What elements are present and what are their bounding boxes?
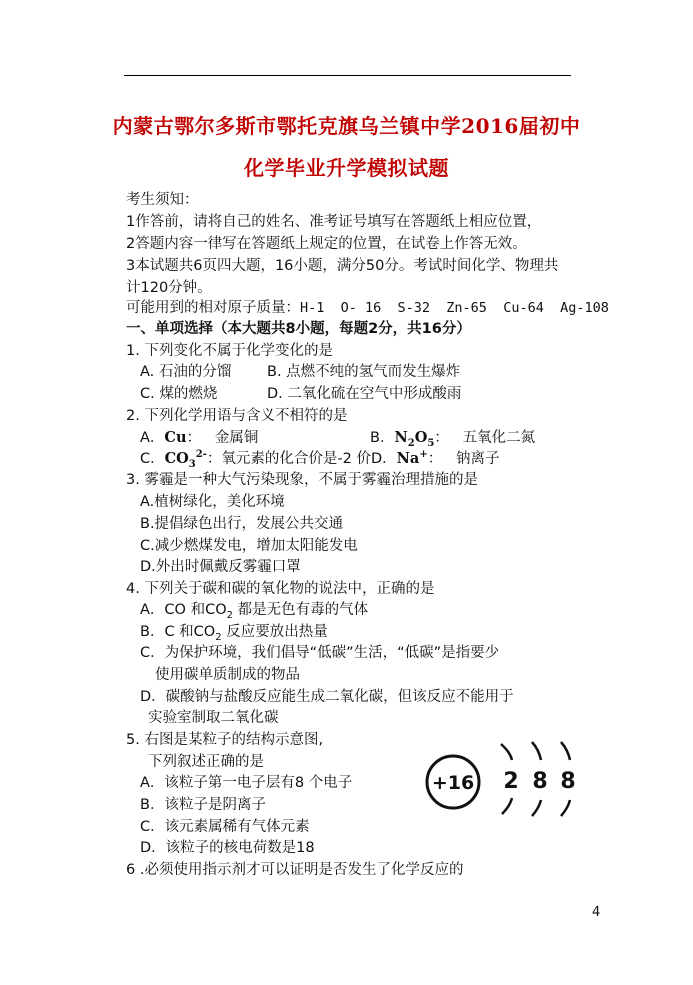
question-3-option-c: C.减少燃煤发电，增加太阳能发电	[140, 538, 358, 554]
formula-co3: CO	[164, 450, 189, 467]
shell-2-arc-bottom	[532, 800, 541, 816]
exam-title-line2: 化学毕业升学模拟试题	[244, 156, 449, 180]
option-d-label: D．	[371, 451, 397, 467]
superscript: 2-	[195, 449, 207, 461]
atomic-masses-values: H-1 O- 16 S-32 Zn-65 Cu-64 Ag-108	[300, 300, 609, 316]
subscript: 2	[407, 437, 415, 449]
option-a-post: 都是无色有毒的气体	[232, 602, 369, 618]
question-1-option-b: B. 点燃不纯的氢气而发生爆炸	[267, 364, 461, 380]
question-5-option-c: C．该元素属稀有气体元素	[140, 819, 310, 835]
formula-na: Na	[396, 450, 420, 467]
question-6-stem: 6 .必须使用指示剂才可以证明是否发生了化学反应的	[126, 862, 464, 878]
formula-n: N	[394, 429, 408, 446]
shell-3-electrons: 8	[560, 769, 576, 794]
question-1-option-a: A. 石油的分馏	[140, 364, 232, 380]
exam-title-line1: 内蒙古鄂尔多斯市鄂托克旗乌兰镇中学2016届初中	[112, 114, 581, 138]
question-3-option-b: B.提倡绿色出行，发展公共交通	[140, 516, 344, 532]
option-d-text: ： 钠离子	[427, 451, 500, 467]
shell-2-arc-top	[532, 742, 541, 760]
atomic-structure-diagram	[418, 738, 588, 818]
question-3-stem: 3. 雾霾是一种大气污染现象，不属于雾霾治理措施的是	[126, 472, 478, 488]
header-rule	[124, 75, 571, 76]
subscript: 2	[226, 609, 233, 621]
notice-item-3: 3本试题共6页四大题，16小题，满分50分。考试时间化学、物理共	[126, 258, 559, 274]
question-4-option-c-cont: 使用碳单质制成的物品	[155, 667, 300, 683]
question-4-option-c: C．为保护环境，我们倡导“低碳”生活，“低碳”是指要少	[140, 645, 500, 661]
atomic-masses	[126, 298, 609, 318]
shell-3-arc-bottom	[561, 800, 570, 816]
shell-3-arc-top	[561, 742, 570, 760]
question-4-stem: 4. 下列关于碳和碳的氧化物的说法中，正确的是	[126, 581, 435, 597]
question-3-option-a: A.植树绿化，美化环境	[140, 494, 285, 510]
question-4-option-d-cont: 实验室制取二氧化碳	[148, 710, 279, 726]
subscript: 5	[427, 437, 435, 449]
question-2-option-c	[140, 449, 371, 469]
question-4-option-b	[140, 622, 328, 642]
formula-o: O	[414, 429, 428, 446]
question-5-option-d: D．该粒子的核电荷数是18	[140, 840, 315, 856]
shell-1-arc-top	[501, 744, 512, 760]
question-5-stem: 5. 右图是某粒子的结构示意图,	[126, 732, 324, 748]
question-2-option-d	[371, 449, 500, 469]
notice-item-3-cont: 计120分钟。	[126, 280, 212, 296]
subscript: 3	[188, 458, 196, 470]
superscript: +	[419, 449, 428, 461]
notice-heading: 考生须知：	[126, 192, 199, 208]
option-a-label: A．	[140, 430, 165, 446]
question-2-option-a	[140, 428, 258, 448]
option-b-label: B．	[370, 430, 395, 446]
option-c-label: C．	[140, 451, 165, 467]
question-5-option-a: A．该粒子第一电子层有8 个电子	[140, 775, 353, 791]
section-heading-1: 一、单项选择（本大题共8小题，每题2分，共16分）	[126, 321, 471, 337]
question-5-option-b: B．该粒子是阴离子	[140, 797, 266, 813]
option-b-text: ： 五氧化二氮	[434, 430, 536, 446]
notice-item-1: 1作答前，请将自己的姓名、准考证号填写在答题纸上相应位置，	[126, 214, 542, 230]
subscript: 2	[215, 631, 222, 643]
shell-1-electrons: 2	[503, 769, 519, 794]
option-a-text: ： 金属铜	[186, 430, 259, 446]
shell-2-electrons: 8	[532, 769, 548, 794]
question-1-option-c: C. 煤的燃烧	[140, 386, 218, 402]
question-4-option-d: D．碳酸钠与盐酸反应能生成二氧化碳，但该反应不能用于	[140, 689, 514, 705]
atomic-masses-label: 可能用到的相对原子质量：	[126, 300, 300, 316]
question-1-option-d: D. 二氧化硫在空气中形成酸雨	[267, 386, 462, 402]
option-c-text: ：氧元素的化合价是-2 价	[206, 451, 371, 467]
notice-item-2: 2答题内容一律写在答题纸上规定的位置，在试卷上作答无效。	[126, 236, 527, 252]
question-3-option-d: D.外出时佩戴反雾霾口罩	[140, 559, 301, 575]
option-b-post: 反应要放出热量	[221, 624, 328, 640]
question-2-option-b	[370, 428, 535, 448]
page-number: 4	[592, 905, 601, 920]
option-a-pre: A．CO 和CO	[140, 602, 227, 618]
question-2-stem: 2. 下列化学用语与含义不相符的是	[126, 408, 348, 424]
question-5-stem-cont: 下列叙述正确的是	[148, 754, 264, 770]
option-b-pre: B．C 和CO	[140, 624, 216, 640]
question-1-stem: 1. 下列变化不属于化学变化的是	[126, 343, 333, 359]
question-4-option-a	[140, 600, 368, 620]
shell-1-arc-bottom	[502, 798, 512, 814]
nucleus-charge: +16	[431, 772, 475, 794]
formula-cu: Cu	[164, 429, 187, 446]
